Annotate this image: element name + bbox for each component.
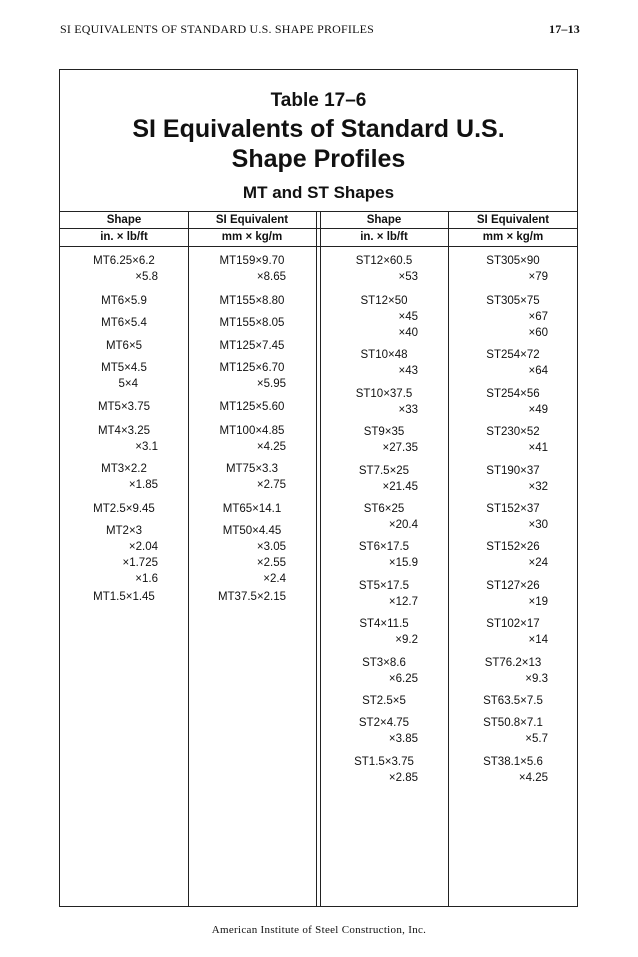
si-equivalent-cell: ST76.2×13 xyxy=(484,656,542,669)
header-shape: Shape xyxy=(366,214,402,226)
shape-cell: ×1.725 xyxy=(122,557,158,570)
table-subtitle: MT and ST Shapes xyxy=(242,183,395,202)
si-equivalent-cell: ×4.25 xyxy=(518,771,548,784)
header-mid-rule xyxy=(60,228,577,229)
shape-cell: ×3.1 xyxy=(135,440,158,453)
running-head-title: SI EQUIVALENTS OF STANDARD U.S. SHAPE PROFILES xyxy=(60,22,375,36)
shape-cell: ×12.7 xyxy=(388,595,418,608)
page-number: 17–13 xyxy=(549,22,580,36)
shape-cell: ST5×17.5 xyxy=(358,579,410,592)
shape-cell: ×1.85 xyxy=(128,479,158,491)
si-equivalent-cell: ×67 xyxy=(528,311,548,323)
si-equivalent-cell: MT159×9.70 xyxy=(219,255,285,267)
shape-cell: ST4×11.5 xyxy=(359,618,409,631)
shape-cell: ST12×60.5 xyxy=(355,255,413,267)
si-equivalent-cell: ST50.8×7.1 xyxy=(483,717,543,730)
si-equivalent-cell: ×3.05 xyxy=(256,541,286,554)
shape-cell: ST10×48 xyxy=(360,349,408,362)
si-equivalent-cell: ST127×26 xyxy=(486,579,540,592)
shape-cell: ×3.85 xyxy=(388,733,418,746)
si-equivalent-cell: ×32 xyxy=(528,480,548,493)
si-equivalent-cell: ST230×52 xyxy=(486,426,540,439)
si-equivalent-cell: MT37.5×2.15 xyxy=(217,591,287,603)
si-equivalent-cell: ST102×17 xyxy=(486,618,540,631)
si-equivalent-cell: ×60 xyxy=(528,327,548,339)
si-equivalent-cell: MT75×3.3 xyxy=(225,463,279,475)
shape-cell: ST10×37.5 xyxy=(355,387,413,400)
shape-cell: MT6.25×6.2 xyxy=(93,255,155,267)
shape-cell: ×20.4 xyxy=(388,519,418,531)
shape-cell: ×6.25 xyxy=(388,672,418,685)
si-equivalent-cell: ×30 xyxy=(528,519,548,531)
shape-cell: ×33 xyxy=(398,403,418,416)
si-equivalent-cell: ×64 xyxy=(528,365,548,378)
shape-cell: ×43 xyxy=(398,365,418,378)
si-equivalent-cell: MT50×4.45 xyxy=(222,525,282,538)
si-equivalent-cell: ST254×56 xyxy=(486,387,540,400)
si-equivalent-cell: ×8.65 xyxy=(256,271,286,283)
si-equivalent-cell: ×5.95 xyxy=(256,378,286,391)
si-equivalent-cell: MT65×14.1 xyxy=(222,503,282,515)
shape-cell: ×2.04 xyxy=(128,541,158,554)
si-equivalent-cell: ×5.7 xyxy=(525,733,548,746)
table-title-block xyxy=(60,88,577,208)
si-equivalent-cell: ST305×90 xyxy=(486,255,540,267)
shape-cell: MT4×3.25 xyxy=(97,424,151,437)
shape-cell: MT6×5.9 xyxy=(101,295,147,307)
table-title-line2: Shape Profiles xyxy=(231,145,406,173)
si-equivalent-cell: ×79 xyxy=(528,271,548,283)
shape-cell: ST9×35 xyxy=(363,426,405,439)
shape-cell: ×21.45 xyxy=(382,480,418,493)
si-equivalent-cell: ×19 xyxy=(528,595,548,608)
running-head xyxy=(60,22,580,37)
shape-cell: ST12×50 xyxy=(360,295,408,307)
si-equivalent-cell: MT125×5.60 xyxy=(219,400,285,413)
shape-cell: MT1.5×1.45 xyxy=(93,591,155,603)
si-equivalent-cell: ST63.5×7.5 xyxy=(483,695,543,707)
shape-cell: ×45 xyxy=(398,311,418,323)
page-footer: American Institute of Steel Construction, Inc. xyxy=(211,924,427,936)
si-equivalent-cell: MT100×4.85 xyxy=(219,424,285,437)
shape-cell: ST3×8.6 xyxy=(362,656,406,669)
shape-cell: ×53 xyxy=(398,271,418,283)
shape-cell: ×27.35 xyxy=(382,442,418,455)
shape-cell: ×5.8 xyxy=(135,271,158,283)
si-equivalent-cell: ×41 xyxy=(528,442,548,455)
si-equivalent-cell: ×2.4 xyxy=(263,573,286,586)
header-shape: Shape xyxy=(106,214,142,226)
shape-cell: ST6×17.5 xyxy=(358,541,410,554)
si-equivalent-cell: ×2.55 xyxy=(256,557,286,570)
shape-cell: ×40 xyxy=(398,327,418,339)
si-equivalent-cell: MT125×7.45 xyxy=(219,339,285,352)
header-shape-unit: in. × lb/ft xyxy=(100,231,148,243)
si-equivalent-cell: ST254×72 xyxy=(486,349,540,362)
shape-cell: MT3×2.2 xyxy=(101,463,147,475)
si-equivalent-cell: ×9.3 xyxy=(525,672,548,685)
si-equivalent-cell: ST190×37 xyxy=(486,464,540,477)
shape-cell: ×2.85 xyxy=(388,771,418,784)
si-equivalent-cell: MT125×6.70 xyxy=(219,362,285,375)
shape-cell: MT5×3.75 xyxy=(97,400,151,413)
shape-cell: ST6×25 xyxy=(363,503,405,515)
si-equivalent-cell: ST305×75 xyxy=(486,295,540,307)
shape-cell: MT6×5.4 xyxy=(101,317,147,330)
shape-cell: ST2×4.75 xyxy=(358,717,410,730)
shape-cell: MT2×3 xyxy=(105,525,143,538)
header-si-unit: mm × kg/m xyxy=(482,231,544,243)
table-title-line1: SI Equivalents of Standard U.S. xyxy=(132,115,505,143)
si-equivalent-cell: ×24 xyxy=(528,557,548,570)
si-equivalent-cell: MT155×8.80 xyxy=(219,295,285,307)
shape-cell: ST1.5×3.75 xyxy=(354,755,414,768)
shape-cell: MT5×4.5 xyxy=(101,362,147,375)
column-divider xyxy=(316,211,317,906)
si-equivalent-cell: ×4.25 xyxy=(256,440,286,453)
table-number: Table 17–6 xyxy=(270,90,367,111)
si-equivalent-cell: ×14 xyxy=(528,634,548,647)
shape-cell: MT2.5×9.45 xyxy=(93,503,155,515)
header-bottom-rule xyxy=(60,246,577,247)
header-si-unit: mm × kg/m xyxy=(221,231,283,243)
shape-cell: ×15.9 xyxy=(388,557,418,570)
shape-cell: ×9.2 xyxy=(395,634,418,647)
si-equivalent-cell: ST152×26 xyxy=(486,541,540,554)
header-si-equivalent: SI Equivalent xyxy=(215,214,289,226)
header-shape-unit: in. × lb/ft xyxy=(360,231,408,243)
shape-cell: ×1.6 xyxy=(135,573,158,586)
header-si-equivalent: SI Equivalent xyxy=(476,214,550,226)
si-equivalent-cell: ×49 xyxy=(528,403,548,416)
shape-cell: MT6×5 xyxy=(105,339,143,352)
si-equivalent-cell: ST38.1×5.6 xyxy=(483,755,543,768)
shape-cell: 5×4 xyxy=(118,378,138,391)
header-top-rule xyxy=(60,211,577,212)
table-frame xyxy=(59,69,578,907)
si-equivalent-cell: ×2.75 xyxy=(256,479,286,491)
shape-cell: ST2.5×5 xyxy=(362,695,406,707)
si-equivalent-cell: ST152×37 xyxy=(486,503,540,515)
si-equivalent-cell: MT155×8.05 xyxy=(219,317,285,330)
shape-cell: ST7.5×25 xyxy=(358,464,410,477)
